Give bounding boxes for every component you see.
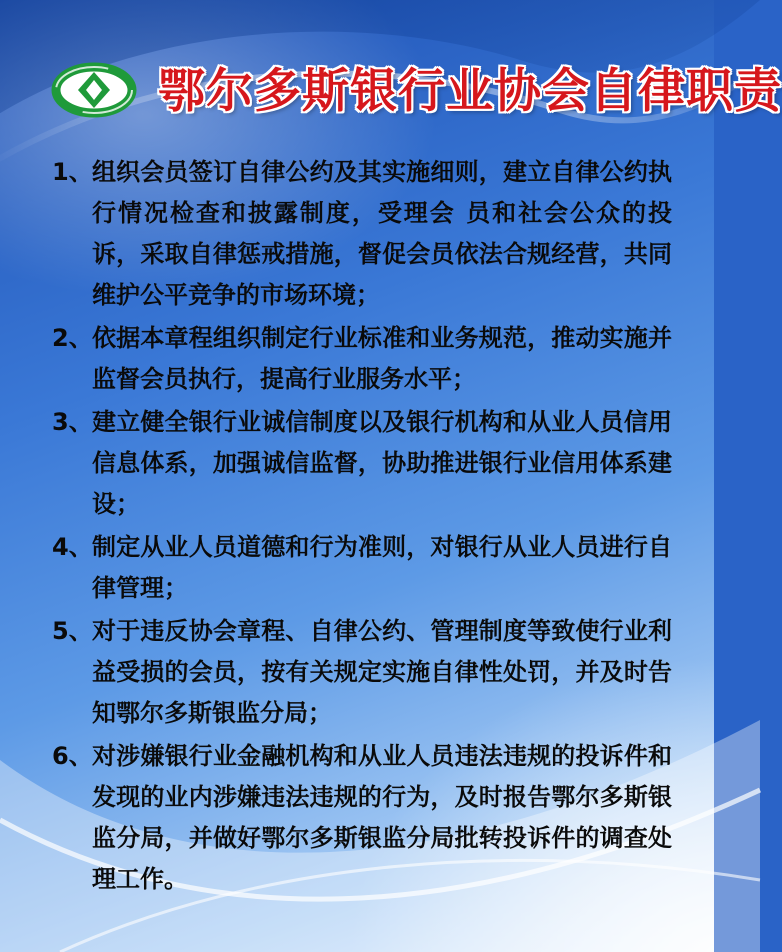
- list-item: [52, 611, 672, 734]
- item-text: 对于违反协会章程、自律公约、管理制度等致使行业利益受损的会员，按有关规定实施自律性处罚，并及时告知鄂尔多斯银监分局；: [92, 617, 672, 727]
- item-number: 2、: [52, 324, 93, 352]
- item-text: 对涉嫌银行业金融机构和从业人员违法违规的投诉件和发现的业内涉嫌违法违规的行为，及时报告鄂尔多斯银监分局，并做好鄂尔多斯银监分局批转投诉件的调查处理工作。: [92, 742, 672, 893]
- list-item: [52, 402, 672, 525]
- item-text: 依据本章程组织制定行业标准和业务规范，推动实施并监督会员执行，提高行业服务水平；: [92, 324, 672, 393]
- item-number: 4、: [52, 533, 93, 561]
- page-title: 鄂尔多斯银行业协会自律职责: [158, 64, 782, 119]
- item-number: 6、: [52, 742, 93, 770]
- item-number: 1、: [52, 158, 93, 186]
- header: [48, 52, 782, 132]
- item-text: 制定从业人员道德和行为准则，对银行从业人员进行自律管理；: [92, 533, 672, 602]
- duties-list: [52, 152, 672, 902]
- item-number: 5、: [52, 617, 93, 645]
- list-item: [52, 527, 672, 609]
- list-item: [52, 152, 672, 316]
- item-number: 3、: [52, 408, 93, 436]
- green-ring-diamond-logo-icon: [48, 58, 140, 122]
- item-text: 组织会员签订自律公约及其实施细则，建立自律公约执行情况检查和披露制度，受理会 员和社会公众的投诉，采取自律惩戒措施，督促会员依法合规经营，共同维护公平竞争的市场环境；: [92, 158, 672, 309]
- item-text: 建立健全银行业诚信制度以及银行机构和从业人员信用信息体系，加强诚信监督，协助推进银行业信用体系建设；: [92, 408, 672, 518]
- list-item: [52, 318, 672, 400]
- list-item: [52, 736, 672, 900]
